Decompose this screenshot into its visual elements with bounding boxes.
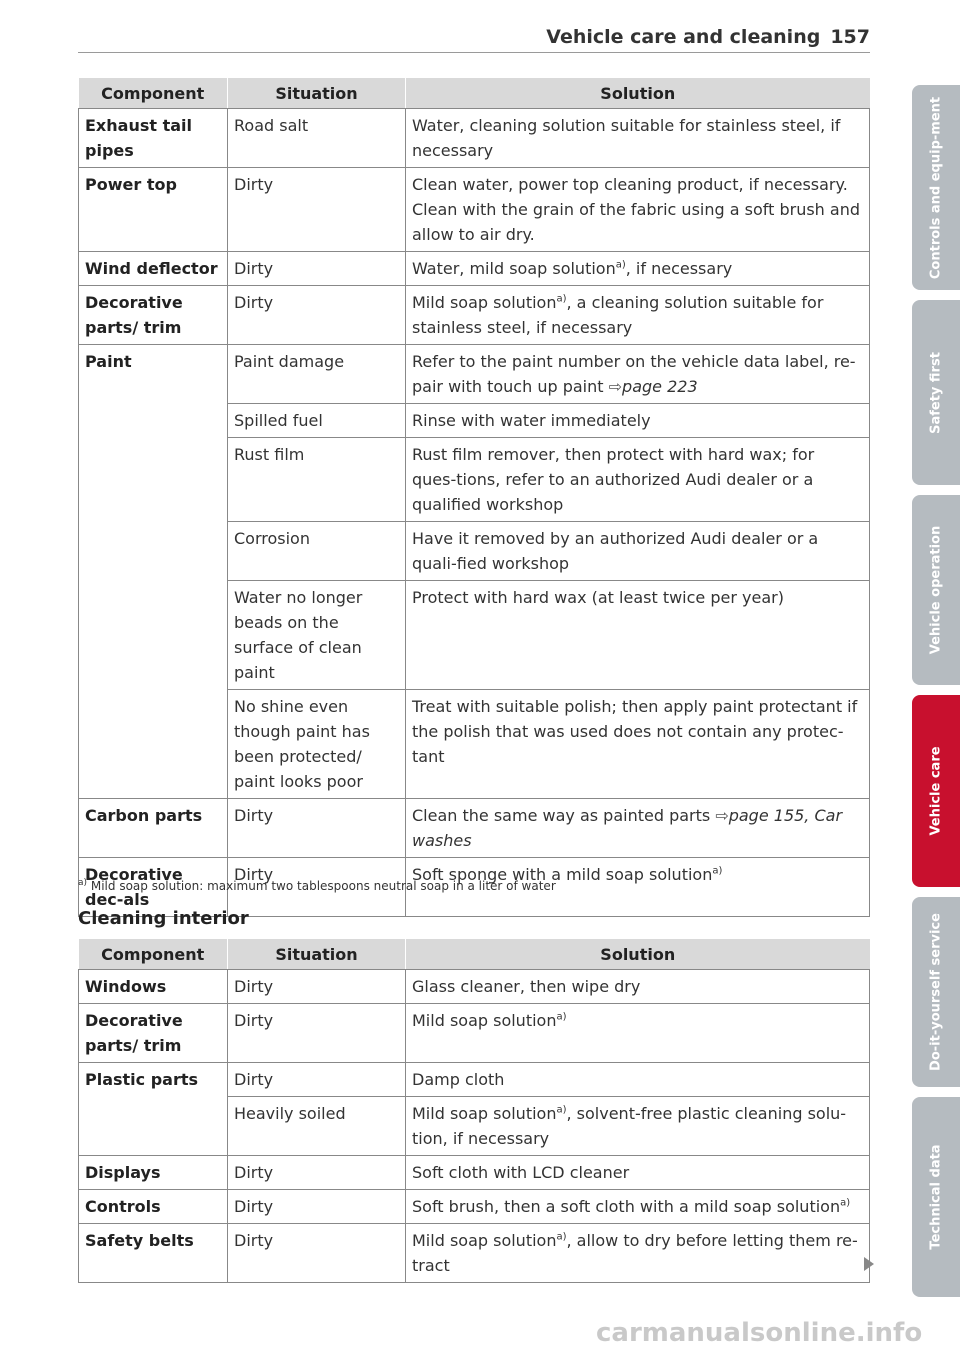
side-tab-label: Vehicle operation — [928, 525, 944, 655]
exterior-cleaning-table — [78, 78, 870, 917]
column-header: Component — [79, 78, 228, 109]
table-row — [79, 1156, 870, 1190]
solution-cell — [406, 1224, 870, 1283]
solution-text: Water, mild soap solution — [412, 259, 616, 278]
solution-cell: Soft cloth with LCD cleaner — [406, 1156, 870, 1190]
table-row — [79, 286, 870, 345]
interior-cleaning-table — [78, 939, 870, 1283]
solution-text: Mild soap solution — [412, 293, 557, 312]
side-tab-operation[interactable] — [912, 495, 960, 685]
footnote-text: Mild soap solution: maximum two tablespoons neutral soap in a liter of water — [90, 879, 556, 893]
solution-text: Clean the same way as painted parts — [412, 806, 716, 825]
side-tab-label: Safety first — [928, 351, 944, 434]
component-cell: Decorative dec-als — [79, 858, 228, 917]
situation-cell: Heavily soiled — [228, 1097, 406, 1156]
situation-cell: Spilled fuel — [228, 404, 406, 438]
footnote-ref: a) — [615, 259, 626, 271]
side-tab-label: Technical data — [928, 1144, 944, 1250]
component-cell: Carbon parts — [79, 799, 228, 858]
solution-cell: Have it removed by an authorized Audi dealer or a quali-fied workshop — [406, 522, 870, 581]
header-section: Vehicle care and cleaning — [546, 26, 821, 48]
situation-cell: Dirty — [228, 1190, 406, 1224]
component-cell: Exhaust tail pipes — [79, 109, 228, 168]
situation-cell: Paint damage — [228, 345, 406, 404]
solution-cell: Glass cleaner, then wipe dry — [406, 970, 870, 1004]
solution-text: Mild soap solution — [412, 1011, 557, 1030]
situation-cell: No shine even though paint has been protected/ paint looks poor — [228, 690, 406, 799]
component-cell: Displays — [79, 1156, 228, 1190]
situation-cell: Dirty — [228, 1063, 406, 1097]
solution-cell — [406, 799, 870, 858]
component-cell: Windows — [79, 970, 228, 1004]
situation-cell: Dirty — [228, 858, 406, 917]
solution-cell: Water, cleaning solution suitable for stainless steel, if necessary — [406, 109, 870, 168]
situation-cell: Dirty — [228, 1224, 406, 1283]
solution-cell — [406, 1097, 870, 1156]
table-row — [79, 1063, 870, 1097]
situation-cell: Rust film — [228, 438, 406, 522]
solution-cell: Rust film remover, then protect with hard wax; for ques-tions, refer to an authorized Audi dealer or a qualified workshop — [406, 438, 870, 522]
solution-text: , solvent-free plastic cleaning solu-tion, if necessary — [412, 1104, 847, 1148]
page-number: 157 — [830, 26, 870, 48]
footnote — [78, 879, 556, 893]
component-cell: Power top — [79, 168, 228, 252]
table-row — [79, 1190, 870, 1224]
column-header: Situation — [228, 939, 406, 970]
footnote-ref: a) — [556, 293, 567, 305]
footnote-ref: a) — [712, 865, 723, 877]
situation-cell: Dirty — [228, 286, 406, 345]
solution-cell: Clean water, power top cleaning product, if necessary. Clean with the grain of the fabric using a soft brush and allow to air dry. — [406, 168, 870, 252]
component-cell: Paint — [79, 345, 228, 799]
solution-cell — [406, 1190, 870, 1224]
table-row — [79, 1004, 870, 1063]
solution-cell: Treat with suitable polish; then apply paint protectant if the polish that was used does not contain any protec-tant — [406, 690, 870, 799]
column-header: Situation — [228, 78, 406, 109]
solution-text: Soft brush, then a soft cloth with a mild soap solution — [412, 1197, 841, 1216]
footnote-mark: a) — [78, 878, 88, 888]
situation-cell: Corrosion — [228, 522, 406, 581]
situation-cell: Dirty — [228, 252, 406, 286]
table-row — [79, 1224, 870, 1283]
component-cell: Wind deflector — [79, 252, 228, 286]
footnote-ref: a) — [556, 1231, 567, 1243]
solution-text: , a cleaning solution suitable for stainless steel, if necessary — [412, 293, 824, 337]
solution-text: Mild soap solution — [412, 1231, 557, 1250]
solution-text: Mild soap solution — [412, 1104, 557, 1123]
column-header: Solution — [406, 78, 870, 109]
solution-text: Refer to the paint number on the vehicle data label, re-pair with touch up paint — [412, 352, 856, 396]
footnote-ref: a) — [556, 1011, 567, 1023]
side-tab-diy[interactable] — [912, 897, 960, 1087]
table-row — [79, 168, 870, 252]
table-row — [79, 799, 870, 858]
triangle-right-icon — [864, 1257, 874, 1271]
situation-cell: Dirty — [228, 799, 406, 858]
table-row — [79, 345, 870, 404]
situation-cell: Dirty — [228, 168, 406, 252]
watermark: carmanualsonline.info — [596, 1318, 923, 1348]
arrow-right-icon: ⇨ — [715, 806, 729, 825]
situation-cell: Dirty — [228, 1156, 406, 1190]
footnote-ref: a) — [840, 1197, 851, 1209]
component-cell: Plastic parts — [79, 1063, 228, 1156]
solution-cell: Damp cloth — [406, 1063, 870, 1097]
header-title — [546, 26, 870, 48]
side-tab-vehicle-care[interactable] — [912, 695, 960, 887]
solution-cell: Protect with hard wax (at least twice per year) — [406, 581, 870, 690]
solution-text: , allow to dry before letting them re-tract — [412, 1231, 858, 1275]
section-title: Cleaning interior — [78, 908, 249, 929]
page-header — [78, 22, 870, 53]
situation-cell: Road salt — [228, 109, 406, 168]
side-tab-controls[interactable] — [912, 85, 960, 290]
footnote-ref: a) — [556, 1104, 567, 1116]
component-cell: Decorative parts/ trim — [79, 1004, 228, 1063]
side-tab-label: Vehicle care — [928, 746, 944, 836]
column-header: Component — [79, 939, 228, 970]
table-row — [79, 252, 870, 286]
side-tab-technical[interactable] — [912, 1097, 960, 1297]
solution-cell — [406, 252, 870, 286]
situation-cell: Dirty — [228, 1004, 406, 1063]
component-cell: Controls — [79, 1190, 228, 1224]
component-cell: Decorative parts/ trim — [79, 286, 228, 345]
table-header-row — [79, 78, 870, 109]
side-tab-label: Controls and equip-ment — [928, 96, 944, 279]
component-cell: Safety belts — [79, 1224, 228, 1283]
situation-cell: Dirty — [228, 970, 406, 1004]
solution-cell — [406, 1004, 870, 1063]
side-tab-label: Do-it-yourself service — [928, 913, 944, 1071]
solution-text: , if necessary — [625, 259, 733, 278]
page-reference-link[interactable]: page 223 — [622, 377, 698, 396]
table-row — [79, 109, 870, 168]
column-header: Solution — [406, 939, 870, 970]
solution-cell: Rinse with water immediately — [406, 404, 870, 438]
solution-text: Soft sponge with a mild soap solution — [412, 865, 713, 884]
situation-cell: Water no longer beads on the surface of clean paint — [228, 581, 406, 690]
table-header-row — [79, 939, 870, 970]
page-reference-link[interactable]: page 155, Car washes — [412, 806, 843, 850]
solution-cell — [406, 345, 870, 404]
side-tab-safety[interactable] — [912, 300, 960, 485]
table-row — [79, 970, 870, 1004]
arrow-right-icon: ⇨ — [608, 377, 623, 396]
solution-cell — [406, 286, 870, 345]
